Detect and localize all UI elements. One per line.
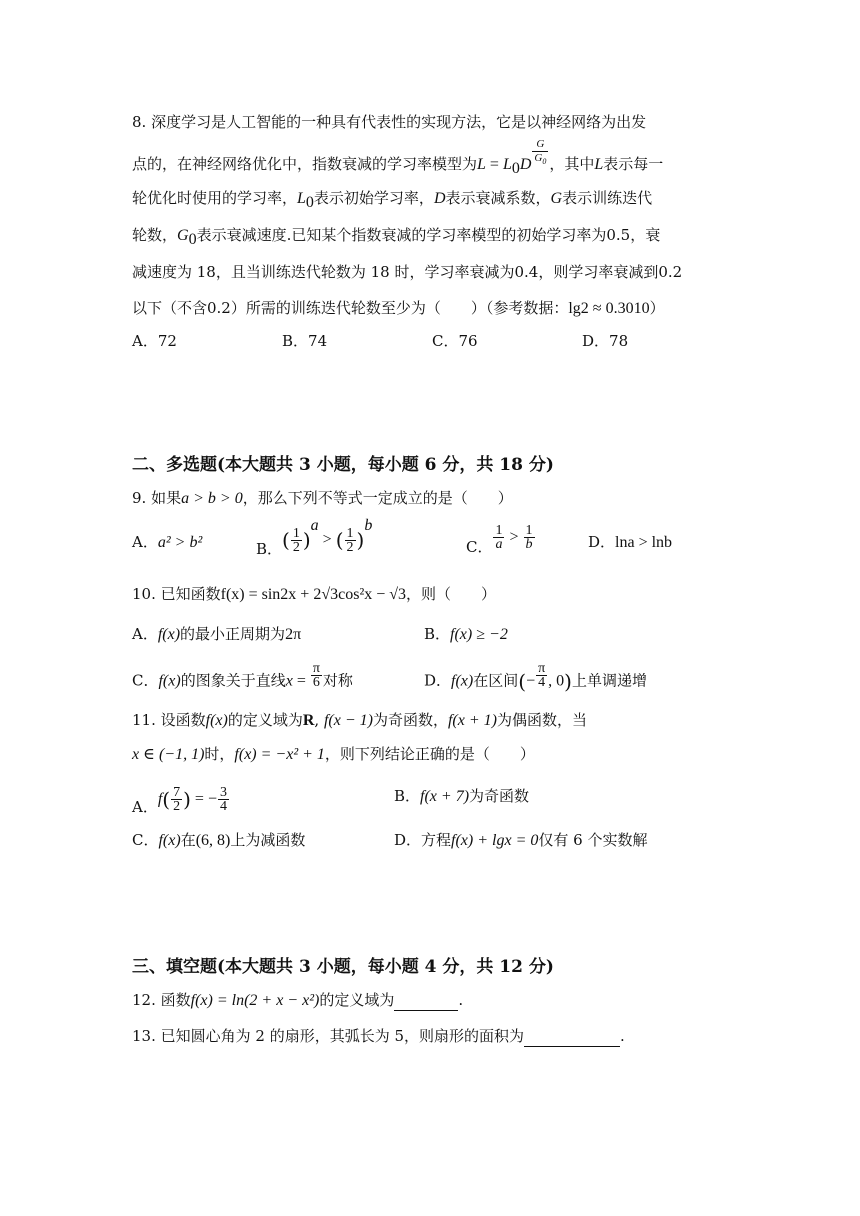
q13-stem — [132, 1026, 625, 1047]
q11-math: f(x + 1) — [447, 712, 497, 729]
option-label: A． — [132, 533, 158, 551]
q12-function: f(x) = ln(2 + x − x²) — [190, 992, 320, 1009]
q8-text: 轮数， — [132, 226, 178, 244]
q8-line1 — [132, 112, 646, 132]
q8-reference-value: lg2 ≈ 0.3010 — [568, 300, 650, 317]
q8-text: 表示初始学习率， — [313, 189, 434, 207]
q10-math: f(x) — [158, 672, 181, 690]
q11-option-d — [394, 830, 647, 851]
q9-condition: a > b > 0 — [181, 490, 243, 507]
q8-line2: 点的，在神经网络优化中，指数衰减的学习率模型为$L = L_0D$ $\frac{G}{G_0}$ ，其中L表示每一 — [132, 138, 664, 178]
q8-text: 减速度为 18，且当训练迭代轮数为 18 时，学习率衰减为0.4，则学习率衰减到0.2 — [132, 263, 683, 281]
q9-option-d — [588, 532, 672, 553]
q8-option-b: B．74 — [282, 332, 328, 350]
q10-text: 对称 — [322, 671, 353, 690]
q8-line3: 轮优化时使用的学习率，$L_0$表示初始学习率，D表示衰减系数，G表示训练迭代 — [132, 189, 653, 211]
q11-text: 为偶函数，当 — [496, 711, 587, 729]
q8-option-a: A．72 — [132, 332, 177, 350]
q10-text: 的最小正周期为 — [180, 625, 286, 643]
q13-answer-blank[interactable] — [524, 1026, 620, 1047]
q8-option-c: C．76 — [432, 332, 478, 350]
q11-text: , — [314, 711, 324, 729]
q12-stem — [132, 990, 463, 1011]
q11-text: 的定义域为 — [227, 711, 303, 729]
option-label: C． — [466, 537, 493, 556]
q11-text: 时， — [204, 745, 235, 763]
q11-text: ，则下列结论正确的是（ ） — [324, 745, 535, 763]
q8-option-d: D．78 — [582, 332, 629, 350]
q8-var-G0: G — [177, 227, 189, 244]
q8-text: 点的，在神经网络优化中，指数衰减的学习率模型为 — [132, 155, 478, 174]
q10-math: f(x) — [157, 626, 181, 643]
q9-option-a — [132, 532, 202, 553]
q11-option-a: A．f( $\frac{7}{2}$ ) = − $\frac{3}{4}$ — [132, 785, 227, 816]
q11-option-b — [394, 786, 529, 807]
q10-text: 10. 已知函数 — [132, 585, 221, 603]
q11-text: 在 — [180, 831, 196, 849]
q8-text: 表示训练迭代 — [562, 189, 653, 207]
q11-stem-line1 — [132, 710, 587, 731]
q10-math: f(x) — [451, 672, 474, 690]
q9-text: 9. 如果 — [132, 489, 182, 507]
q11-text: 为奇函数 — [469, 787, 530, 805]
q8-line4: 轮数，$G_0$表示衰减速度.已知某个指数衰减的学习率模型的初始学习率为0.5，衰 — [132, 226, 661, 248]
q8-var-L: L — [594, 156, 604, 174]
q11-text: 上为减函数 — [230, 831, 306, 849]
q10-option-b — [424, 624, 508, 645]
q10-option-a — [132, 624, 301, 645]
q11-math: f(x + 7) — [420, 788, 470, 805]
q9-option-b: B．( $\frac{1}{2}$ )$^a$ > ( $\frac{1}{2}$ )$^b$ — [256, 517, 373, 558]
q11-math: f(x) + lgx = 0 — [451, 832, 539, 849]
q10-text: 的图象关于直线 — [180, 671, 286, 690]
q10-option-c: C．f(x)的图象关于直线x = $\frac{\pi}{6}$ 对称 — [132, 661, 353, 690]
q9-option-d-math: lna > lnb — [615, 534, 673, 551]
q8-line6 — [132, 298, 665, 319]
option-label: A． — [132, 797, 158, 816]
q8-formula: L — [477, 156, 486, 174]
q12-text: 12. 函数 — [132, 991, 191, 1009]
q10-text: ，则（ ） — [406, 585, 497, 603]
option-label: D．方程 — [394, 831, 452, 849]
q10-text: 上单调递增 — [571, 671, 647, 690]
q10-stem — [132, 584, 496, 605]
q9-text: ，那么下列不等式一定成立的是（ ） — [242, 489, 513, 507]
q10-math: 2π — [285, 626, 302, 643]
q11-math: f(x) — [205, 712, 228, 729]
q10-math: f(x) ≥ −2 — [450, 626, 508, 643]
q11-stem-line2 — [132, 744, 535, 765]
section-heading-fill-in: 三、填空题(本大题共 3 小题，每小题 4 分，共 12 分) — [132, 957, 554, 977]
q8-var-L0: L — [297, 190, 306, 207]
q8-text: ，其中 — [549, 155, 595, 174]
q10-text: 在区间 — [473, 671, 519, 690]
q11-math: R — [302, 712, 315, 729]
q8-text: 轮优化时使用的学习率， — [132, 189, 298, 207]
q10-option-d: D．f(x)在区间(− $\frac{\pi}{4}$ , 0)上单调递增 — [424, 661, 647, 694]
q10-function: f(x) = sin2x + 2√3cos²x − √3 — [220, 586, 407, 603]
q11-text: 为奇函数， — [372, 711, 448, 729]
q8-text: 以下（不含0.2）所需的训练迭代轮数至少为（ ）（参考数据： — [132, 299, 569, 317]
q8-text: 表示衰减速度.已知某个指数衰减的学习率模型的初始学习率为0.5，衰 — [196, 226, 661, 244]
q8-var-D: D — [433, 190, 446, 207]
q11-math: (6, 8) — [195, 832, 231, 849]
q8-text: ） — [649, 299, 665, 317]
q9-option-c: C． $\frac{1}{a}$ > $\frac{1}{b}$ — [466, 523, 533, 556]
option-label: C． — [132, 671, 159, 690]
q12-answer-blank[interactable] — [394, 990, 458, 1011]
q11-math: f(x) = −x² + 1 — [234, 746, 325, 763]
q11-text: 仅有 6 个实数解 — [538, 831, 648, 849]
q9-option-a-math: a² > b² — [157, 534, 203, 551]
q11-option-c — [132, 830, 305, 851]
option-label: B． — [424, 625, 451, 643]
q8-var-G: G — [550, 190, 563, 207]
q12-text: . — [458, 991, 464, 1009]
q11-text: 11. 设函数 — [132, 711, 206, 729]
q11-math: f(x) — [158, 832, 181, 849]
option-label: C． — [132, 831, 159, 849]
option-label: B． — [394, 787, 421, 805]
q11-math: x ∈ (−1, 1) — [132, 746, 205, 763]
q8-text: 表示衰减系数， — [445, 189, 551, 207]
q11-math: f(x − 1) — [323, 712, 373, 729]
q8-text: 表示每一 — [603, 155, 664, 174]
q8-exponent-fraction: $\frac{G}{G_0}$ — [534, 138, 547, 167]
section-heading-multi-choice: 二、多选题(本大题共 3 小题，每小题 6 分，共 18 分) — [132, 455, 554, 475]
option-label: D． — [588, 533, 616, 551]
option-label: B． — [256, 540, 283, 558]
option-label: A． — [132, 625, 158, 643]
option-label: D． — [424, 671, 452, 690]
q12-text: 的定义域为 — [319, 991, 395, 1009]
q13-text: . — [620, 1027, 625, 1045]
q9-stem — [132, 488, 513, 509]
q13-text: 13. 已知圆心角为 2 的扇形，其弧长为 5，则扇形的面积为 — [132, 1027, 525, 1045]
q8-line5 — [132, 262, 682, 282]
q8-text: 8. 深度学习是人工智能的一种具有代表性的实现方法，它是以神经网络为出发 — [132, 113, 647, 131]
